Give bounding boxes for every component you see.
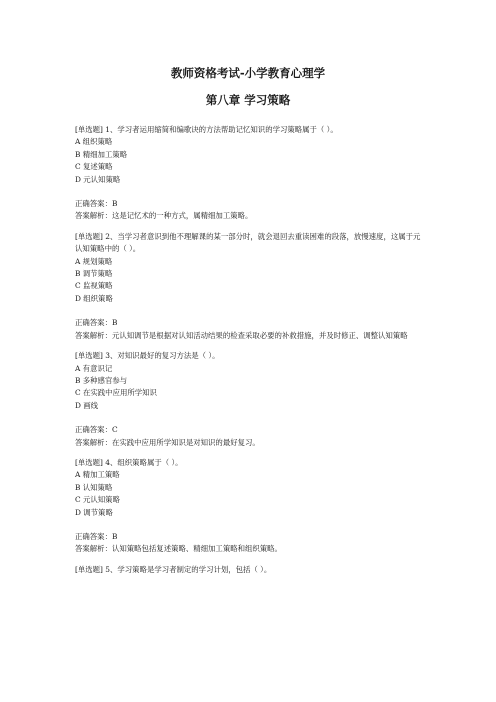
- question-list: [75, 124, 423, 584]
- question-4: [75, 457, 423, 556]
- option-list: [75, 256, 423, 306]
- option-c: C 在实践中应用所学知识: [75, 388, 157, 398]
- document-title: 教师资格考试-小学教育心理学: [170, 66, 326, 80]
- question-stem: [单选题] 3、对知识最好的复习方法是（ ）。: [75, 351, 220, 361]
- correct-answer: 正确答案：B: [75, 531, 118, 541]
- question-2: [75, 231, 423, 342]
- answer-analysis: 答案解析：元认知调节是根据对认知活动结果的检查采取必要的补救措施，并及时修正、调整认知策略: [75, 330, 408, 340]
- option-a: A 规划策略: [75, 256, 113, 266]
- question-stem: [单选题] 1、学习者运用缩简和编歌诀的方法帮助记忆知识的学习策略属于（ ）。: [75, 125, 338, 134]
- option-a: A 组织策略: [75, 137, 113, 147]
- option-c: C 元认知策略: [75, 495, 120, 505]
- answer-analysis: 答案解析：这是记忆术的一种方式，属精细加工策略。: [75, 211, 253, 221]
- option-list: [75, 363, 423, 413]
- option-c: C 监视策略: [75, 281, 113, 291]
- option-list: [75, 136, 423, 186]
- option-d: D 调节策略: [75, 507, 113, 517]
- option-a: A 精加工策略: [75, 470, 120, 480]
- chapter-title: 第八章 学习策略: [205, 93, 291, 107]
- question-3: [75, 350, 423, 449]
- option-list: [75, 469, 423, 519]
- option-b: B 认知策略: [75, 482, 113, 492]
- correct-answer: 正确答案：B: [75, 199, 118, 209]
- question-1: [75, 124, 423, 223]
- question-stem: [单选题] 4、组织策略属于（ ）。: [75, 457, 183, 467]
- option-b: B 多种感官参与: [75, 375, 128, 385]
- option-b: B 精细加工策略: [75, 149, 128, 159]
- answer-analysis: 答案解析：认知策略包括复述策略、精细加工策略和组织策略。: [75, 544, 282, 554]
- question-stem: [单选题] 2、当学习者意识到他不理解课的某一部分时，就会退回去重读困难的段落，放慢速度，这属于元认知策略中的（ ）。: [75, 231, 421, 254]
- option-d: D 组织策略: [75, 293, 113, 303]
- option-d: D 元认知策略: [75, 174, 121, 184]
- correct-answer: 正确答案：C: [75, 425, 118, 435]
- question-stem: [单选题] 5、学习策略是学习者制定的学习计划，包括（ ）。: [75, 564, 272, 574]
- option-d: D 画线: [75, 400, 99, 410]
- question-5: [75, 564, 423, 576]
- option-c: C 复述策略: [75, 162, 113, 172]
- correct-answer: 正确答案：B: [75, 318, 118, 328]
- answer-analysis: 答案解析：在实践中应用所学知识是对知识的最好复习。: [75, 437, 260, 447]
- option-b: B 调节策略: [75, 269, 113, 279]
- option-a: A 有意识记: [75, 363, 113, 373]
